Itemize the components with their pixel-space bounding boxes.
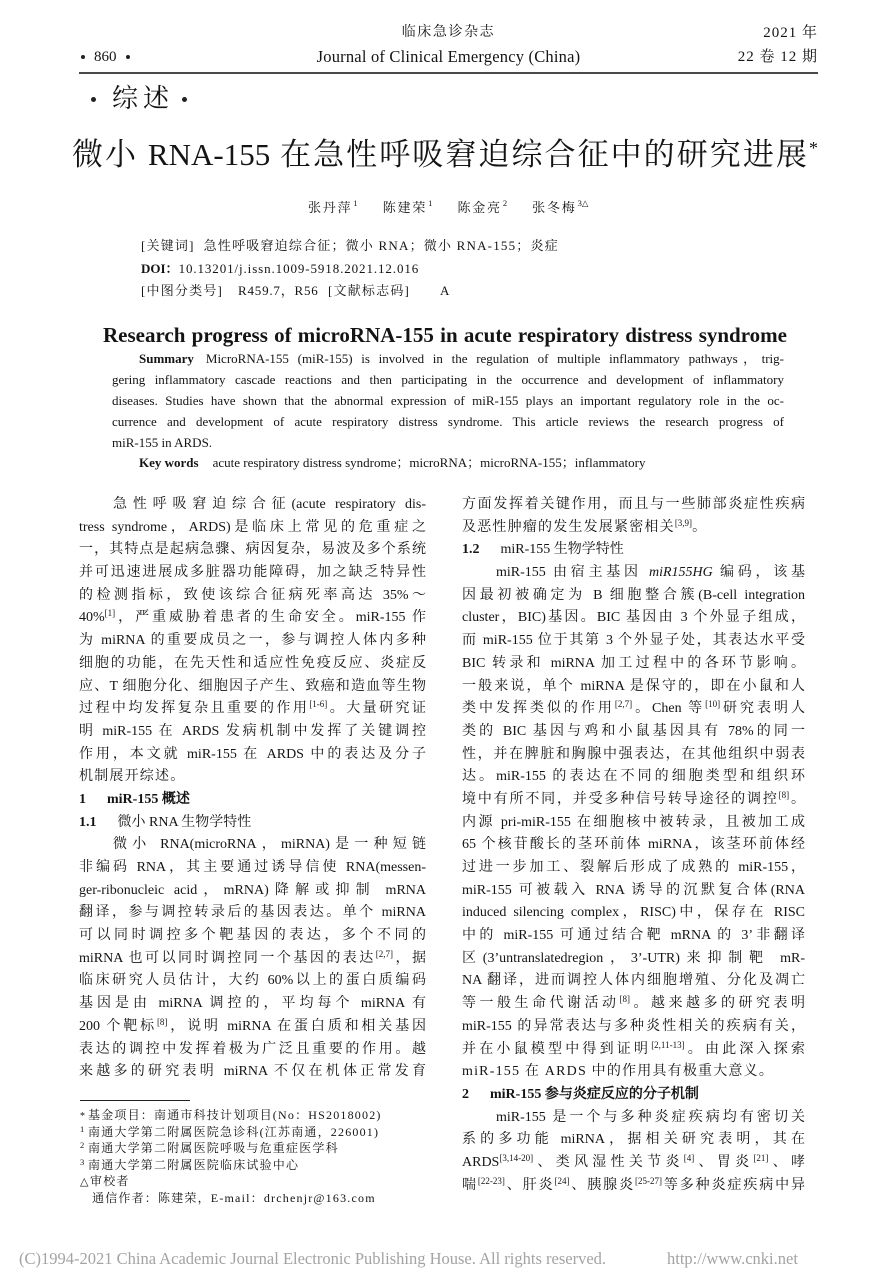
text-line [462,880,805,903]
footnote-marker: * [80,1111,85,1122]
text-line [462,1016,805,1039]
text-run: 类中发挥类似的作用 [462,701,615,717]
text-run: 中的 miR-155 可通过结合靶 mRNA 的 3’非翻译 [462,928,805,944]
text-run: 、哮 [768,1154,806,1170]
text-line [79,676,426,699]
english-summary [112,348,784,453]
clc-value: R459.7，R56 [238,283,319,299]
keywords-value: 急性呼吸窘迫综合征；微小 RNA；微小 RNA-155；炎症 [203,238,559,253]
text-run: 表达的调控中发挥着极为广泛且重要的作用。越 [79,1041,426,1057]
section-title: 微小 RNA 生物学特性 [117,814,252,830]
text-line [79,744,426,767]
text-run: 等一般生命代谢活动 [462,996,620,1012]
text-run: 可以同时调控多个靶基因的表达，多个不同的 [79,928,426,944]
affiliation-marker: 2 [502,198,508,208]
text-run: 内源 pri-miR-155 在细胞核中被转录，且被加工成 [462,814,805,830]
text-run: 临床研究人员估计，大约 60%以上的蛋白质编码 [79,973,426,989]
footnote-text: 基金项目：南通市科技计划项目(No：HS2018002) [88,1108,382,1122]
header-divider [79,72,818,74]
paragraph [462,1107,805,1198]
text-line [462,1152,805,1175]
text-run: 一，其特点是起病急骤、病因复杂，易波及多个系统 [79,542,426,558]
text-run: miRNA 也可以同时调控同一个基因的表达 [79,950,376,966]
funding-marker: * [809,138,818,158]
text-run: ，严重威胁着患者的生命安全。miR-155 作 [115,610,426,626]
text-run: ，说明 miRNA 在蛋白质和相关基因 [167,1018,426,1034]
text-run: 并可迅速进展成多脏器功能障碍，加之缺乏特异性 [79,565,426,581]
doi-line [141,258,559,281]
text-run: 机制展开综述。 [79,769,186,785]
paragraph [462,562,805,1084]
journal-name-en: Journal of Clinical Emergency (China) [316,47,581,66]
text-line [79,948,426,971]
citation-reference: [22-23] [477,1175,505,1186]
citation-reference: [24] [554,1175,570,1186]
doi-label: DOI： [141,260,179,276]
text-line [79,607,426,630]
affiliation-marker: 3△ [577,198,589,208]
text-run: 微小 RNA(microRNA，miRNA)是一种短链 [113,837,426,853]
text-run: 性，并在脾脏和胸腺中强表达，在其他组织中弱表 [462,746,805,762]
text-run: 65 个核苷酸长的茎环前体 miRNA，该茎环前体经 [462,837,805,853]
text-line [462,517,805,540]
text-line [462,766,805,789]
text-run: 、胃炎 [694,1154,754,1170]
text-run: 。由此深入探索 [684,1041,806,1057]
text-run: miR-155 的异常表达与多种炎性相关的疾病有关， [462,1018,805,1034]
summary-line: gering inflammatory cascade reactions and then participating in the occurrence and development of inflammatory [112,371,784,387]
citation-reference: [8] [619,994,630,1005]
section-heading [462,539,805,562]
text-run: 。Chen 等 [632,701,706,717]
section-title: miR-155 生物学特性 [500,542,624,558]
citation-reference: [25-27] [634,1175,662,1186]
text-line [79,721,426,744]
text-line [79,1061,426,1084]
author-list [308,199,608,217]
text-line [79,517,426,540]
citation-reference: [1-6] [309,699,328,710]
text-line [79,698,426,721]
text-run: 。越来越多的研究表明 [630,996,805,1012]
author [532,199,588,217]
text-line [462,744,805,767]
text-line [79,494,426,517]
citation-reference: [10] [705,699,721,710]
text-run: 作用，本文就 miR-155 在 ARDS 中的表达及分子 [79,746,426,762]
text-line [79,834,426,857]
summary-line: currence and development of acute respiratory distress syndrome. This article reviews the research progress of [112,413,784,429]
text-run: 、类风湿性关节炎 [533,1154,684,1170]
text-line [462,789,805,812]
text-run: 的检测指标，致使该综合征病死率高达 35%～ [79,587,426,603]
article-title [72,137,818,173]
text-run: 方面发挥着关键作用，而且与一些肺部炎症性疾病 [462,497,805,512]
text-line [462,585,805,608]
text-run: 为 miRNA 的重要成员之一，参与调控人体内多种 [79,633,426,649]
text-line [462,1107,805,1130]
text-run: 40% [79,610,105,626]
keywords-cn [141,235,559,258]
text-line [462,721,805,744]
bullet-icon [182,97,187,102]
citation-reference: [2,7] [375,948,394,959]
footnote-affiliation: 3 南通大学第二附属医院临床试验中心 [80,1156,300,1172]
citation-reference: [8] [156,1016,168,1027]
text-run: induced silencing complex，RISC)中，保存在 RISC [462,905,805,921]
text-line [462,1129,805,1152]
paragraph [79,494,426,789]
footnote-corresponding-author: 通信作者：陈建荣，E-mail：drchenjr@163.com [92,1190,376,1205]
text-line [79,857,426,880]
footnote-text: 审校者 [90,1174,130,1189]
author-name: 张丹萍 [308,200,353,215]
text-line [462,1175,805,1198]
text-run: 、胰腺炎 [569,1177,635,1193]
section-heading [462,1084,805,1107]
text-line [462,676,805,699]
text-run: 一般来说，单个 miRNA 是保守的，即在小鼠和人 [462,678,805,694]
page-number-value: 860 [94,49,117,65]
text-line [462,653,805,676]
text-run: NA 翻译，进而调控人体内细胞增殖、分化及凋亡 [462,973,805,989]
document-code-label: [文献标志码] [328,283,411,299]
text-run: ARDS [462,1154,500,1170]
english-keywords [139,452,645,473]
footnotes [80,1107,382,1207]
text-run: 基因是由 miRNA 调控的，平均每个 miRNA 有 [79,996,426,1012]
text-run: 及恶性肿瘤的发生发展紧密相关 [462,519,675,535]
text-run: 非编码 RNA，其主要通过诱导信使 RNA(messen- [79,860,426,875]
publisher-url: http://www.cnki.net [667,1249,798,1268]
footnote-funding [80,1107,382,1124]
text-run: 。大量研究证 [327,701,427,717]
text-line [79,653,426,676]
text-run: 、肝炎 [504,1177,555,1193]
text-line [462,1039,805,1062]
text-run: 过程中均发挥复杂且重要的作用 [79,701,310,717]
citation-reference: [21] [753,1152,769,1163]
text-run: miR-155 在 ARDS 中的作用具有极重大意义。 [462,1064,775,1080]
section-heading [79,789,426,812]
author [383,199,433,217]
text-line [79,880,426,903]
citation-reference: [2,7] [614,699,633,710]
bullet-icon [91,97,96,102]
body-column-right [462,494,805,1197]
text-run: 喘 [462,1177,478,1193]
footnote-affiliation: 1 南通大学第二附属医院急诊科(江苏南通，226001) [80,1123,380,1139]
section-heading [79,812,426,835]
citation-reference: [3,9] [674,517,693,528]
text-run: 应、T 细胞分化、细胞因子产生、致癌和造血等生物 [79,678,426,694]
text-line [462,834,805,857]
text-line [462,698,805,721]
text-run: 达。miR-155 的表达在不同的细胞类型和组织环 [462,769,805,785]
text-line [462,494,805,517]
volume-issue: 22 卷 12 期 [737,49,818,65]
text-line [79,562,426,585]
footnote-reviewer [80,1173,382,1190]
text-run: 并在小鼠模型中得到证明 [462,1041,652,1057]
copyright-text: (C)1994-2021 China Academic Journal Electronic Publishing House. All rights reserved. [19,1249,607,1268]
publication-year: 2021 年 [763,25,818,41]
summary-line: miR-155 in ARDS. [112,434,213,450]
text-run: miR-155 可被载入 RNA 诱导的沉默复合体(RNA [462,882,805,898]
text-run: 200 个靶标 [79,1018,157,1034]
classification-line [141,280,559,303]
article-type [91,85,187,113]
text-run: 因最初被确定为 B 细胞整合簇(B-cell integration [462,587,805,603]
text-run: ，据 [393,950,426,966]
text-run: ger-ribonucleic acid，mRNA)降解或抑制 mRNA [79,882,426,898]
author [308,199,358,217]
summary-line: diseases. Studies have shown that the abnormal expression of miR-155 plays an important regulatory role in the oc- [112,392,784,408]
english-keywords-value: acute respiratory distress syndrome；microRNA；microRNA-155；inflammatory [212,454,646,470]
text-line [462,993,805,1016]
author-name: 陈建荣 [382,200,428,215]
text-line [462,812,805,835]
text-line [462,925,805,948]
text-run: 明 miR-155 在 ARDS 发病机制中发挥了关键调控 [79,723,426,739]
footnote-affiliation: 2 南通大学第二附属医院呼吸与危重症医学科 [80,1140,339,1156]
summary-text: MicroRNA-155 (miR-155) is involved in the regulation of multiple inflammatory pathways，trig- [205,350,784,366]
affiliation-marker: 1 [428,198,433,208]
gene-name: miR155HG [649,565,713,581]
journal-name-cn: 临床急诊杂志 [401,25,496,40]
english-keywords-label: Key words [139,454,199,470]
document-code-value: A [440,283,451,299]
text-run: tress syndrome，ARDS)是临床上常见的危重症之 [79,519,426,535]
author [457,199,507,217]
text-run: 类的 BIC 基因与鸡和小鼠基因具有 78%的同一 [462,723,805,739]
text-line [79,925,426,948]
text-run: 。 [789,791,806,807]
text-run: cluster，BIC)基因。BIC 基因由 3 个外显子组成， [462,610,805,626]
text-run: miR-155 由宿主基因 [496,565,649,581]
footnote-text: 南通大学第二附属医院呼吸与危重症医学科 [88,1141,339,1156]
text-run: 来越多的研究表明 miRNA 不仅在机体正常发育 [79,1064,426,1080]
author-name: 陈金亮 [457,200,502,215]
article-metadata [141,235,559,303]
section-number: 1.1 [79,814,97,830]
keywords-label: [关键词] [141,238,195,253]
summary-line [112,348,784,369]
text-line [79,1039,426,1062]
citation-reference: [2,11-13] [651,1039,685,1050]
author-name: 张冬梅 [532,200,577,215]
footnote-text: 南通大学第二附属医院临床试验中心 [88,1157,300,1172]
affiliation-marker: 1 [353,198,358,208]
text-line [462,857,805,880]
clc-label: [中图分类号] [141,283,224,299]
text-line [79,766,426,789]
text-line [462,630,805,653]
section-title: miR-155 概述 [107,791,190,807]
doi-value: 10.13201/j.issn.1009-5918.2021.12.016 [178,260,420,276]
text-line [79,902,426,925]
section-title: miR-155 参与炎症反应的分子机制 [490,1086,699,1102]
text-run: 境中有所不同，并受多种信号转导途径的调控 [462,791,779,807]
text-line [462,948,805,971]
text-run: 系的多功能 miRNA，据相关研究表明，其在 [462,1132,805,1148]
english-title: Research progress of microRNA-155 in acute respiratory distress syndrome [103,323,787,347]
text-line [462,970,805,993]
text-run: 。 [692,519,708,535]
footnote-divider [80,1100,190,1101]
text-run: 编码，该基 [712,565,806,581]
section-number: 2 [462,1086,469,1102]
article-title-text: 微小 RNA-155 在急性呼吸窘迫综合征中的研究进展 [72,137,809,172]
text-line [79,630,426,653]
text-run: 而 miR-155 位于其第 3 个外显子处，其表达水平受 [462,633,805,649]
copyright-footer [19,1249,881,1269]
text-run: 过进一步加工、裂解后形成了成熟的 miR-155， [462,860,805,875]
text-line [79,585,426,608]
triangle-icon: △ [80,1176,89,1189]
text-line [462,607,805,630]
text-run: 区(3’untranslatedregion，3’-UTR)来抑制靶 mR- [462,950,805,966]
text-run: BIC 转录和 miRNA 加工过程中的各环节影响。 [462,655,805,671]
citation-reference: [3,14-20] [499,1152,534,1163]
footnote-text: 南通大学第二附属医院急诊科(江苏南通，226001) [88,1124,380,1139]
body-column-left [79,494,426,1084]
paragraph [79,834,426,1084]
text-run: 翻译，参与调控转录后的基因表达。单个 miRNA [79,905,426,921]
summary-label: Summary [139,350,194,366]
text-run: 等多种炎症疾病中异 [661,1177,806,1193]
text-line [462,562,805,585]
text-line [79,993,426,1016]
text-run: 研究表明人 [720,701,805,717]
citation-reference: [1] [104,608,116,619]
text-run: 急性呼吸窘迫综合征(acute respiratory dis- [113,497,426,512]
citation-reference: [4] [683,1152,695,1163]
text-run: 细胞的功能，在先天性和适应性免疫反应、炎症反 [79,655,426,671]
text-line [462,902,805,925]
text-line [79,1016,426,1039]
article-type-label: 综述 [112,84,175,113]
section-number: 1 [79,791,86,807]
paragraph [462,494,805,539]
text-run: miR-155 是一个与多种炎症疾病均有密切关 [496,1109,805,1125]
text-line [79,539,426,562]
text-line [79,970,426,993]
citation-reference: [8] [778,789,790,800]
text-line [462,1061,805,1084]
section-number: 1.2 [462,542,480,558]
